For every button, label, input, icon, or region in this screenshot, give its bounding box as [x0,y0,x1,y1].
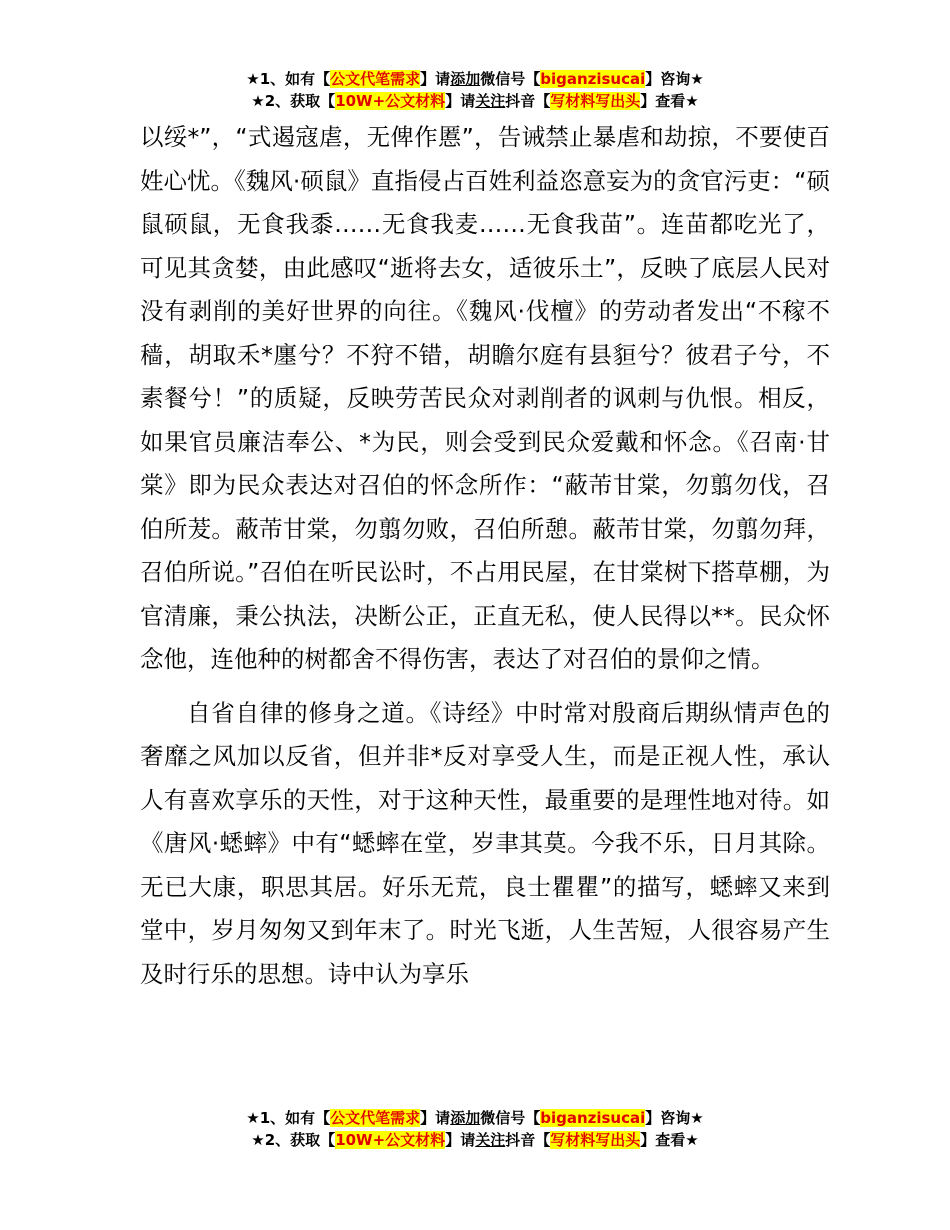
banner-text: 微信号【 [480,1109,541,1127]
highlight-wechat-id: biganzisucai [540,1109,646,1127]
paragraph-2: 自省自律的修身之道。《诗经》中时常对殷商后期纵情声色的奢靡之风加以反省，但并非*反对享受人生，而是正视人性，承认人有喜欢享乐的天性，对于这种天性，最重要的是理性地对待。如《唐风·蟋蟀》中有“蟋蟀在堂，岁聿其莫。今我不乐，日月其除。无已大康，职思其居。好乐无荒，良士瞿瞿”的描写，蟋蟀又来到堂中，岁月匆匆又到年末了。时光飞逝，人生苦短，人很容易产生及时行乐的思想。诗中认为享乐 [140,698,830,988]
highlight-service: 公文代笔需求 [330,1109,421,1127]
document-body [140,116,830,996]
banner-text: 】请 [445,1131,476,1149]
banner-line-1 [0,68,950,90]
banner-line-2 [0,90,950,112]
underlined-text: 关注 [475,1131,506,1149]
banner-line-2 [0,1129,950,1151]
header-banner [0,68,950,112]
banner-text: 】咨询★ [645,1109,704,1127]
banner-text: 微信号【 [480,70,541,88]
banner-text: ★1、如有【 [246,70,331,88]
banner-text: 】查看★ [640,92,699,110]
highlight-douyin-account: 写材料写出头 [550,1131,641,1149]
banner-text: 】请 [445,92,476,110]
banner-text: 】咨询★ [645,70,704,88]
paragraph-1: 以绥*”，“式遏寇虐，无俾作慝”，告诫禁止暴虐和劫掠，不要使百姓心忧。《魏风·硕鼠》直指侵占百姓利益恣意妄为的贪官污吏：“硕鼠硕鼠，无食我黍……无食我麦……无食我苗”。连苗都吃光了，可见其贪婪，由此感叹“逝将去女，适彼乐土”，反映了底层人民对没有剥削的美好世界的向往。《魏风·伐檀》的劳动者发出“不稼不穑，胡取禾*廛兮？不狩不错，胡瞻尔庭有县貆兮？彼君子兮，不素餐兮！”的质疑，反映劳苦民众对剥削者的讽刺与仇恨。相反，如果官员廉洁奉公、*为民，则会受到民众爱戴和怀念。《召南·甘棠》即为民众表达对召伯的怀念所作：“蔽芾甘棠，勿翦勿伐，召伯所茇。蔽芾甘棠，勿翦勿败，召伯所憩。蔽芾甘棠，勿翦勿拜，召伯所说。”召伯在听民讼时，不占用民屋，在甘棠树下搭草棚，为官清廉，秉公执法，决断公正，正直无私，使人民得以**。民众怀念他，连他种的树都舍不得伤害，表达了对召伯的景仰之情。 [140,123,830,673]
banner-text: 】查看★ [640,1131,699,1149]
highlight-service: 公文代笔需求 [330,70,421,88]
underlined-text: 关注 [475,92,506,110]
banner-text: ★2、获取【 [251,1131,336,1149]
banner-text: ★2、获取【 [251,92,336,110]
underlined-text: 添加 [450,70,481,88]
banner-line-1 [0,1107,950,1129]
highlight-wechat-id: biganzisucai [540,70,646,88]
highlight-materials: 10W+公文材料 [335,92,446,110]
highlight-materials: 10W+公文材料 [335,1131,446,1149]
banner-text: 】请 [420,1109,451,1127]
banner-text: ★1、如有【 [246,1109,331,1127]
banner-text: 】请 [420,70,451,88]
banner-text: 抖音【 [505,1131,551,1149]
footer-banner [0,1107,950,1151]
banner-text: 抖音【 [505,92,551,110]
highlight-douyin-account: 写材料写出头 [550,92,641,110]
underlined-text: 添加 [450,1109,481,1127]
